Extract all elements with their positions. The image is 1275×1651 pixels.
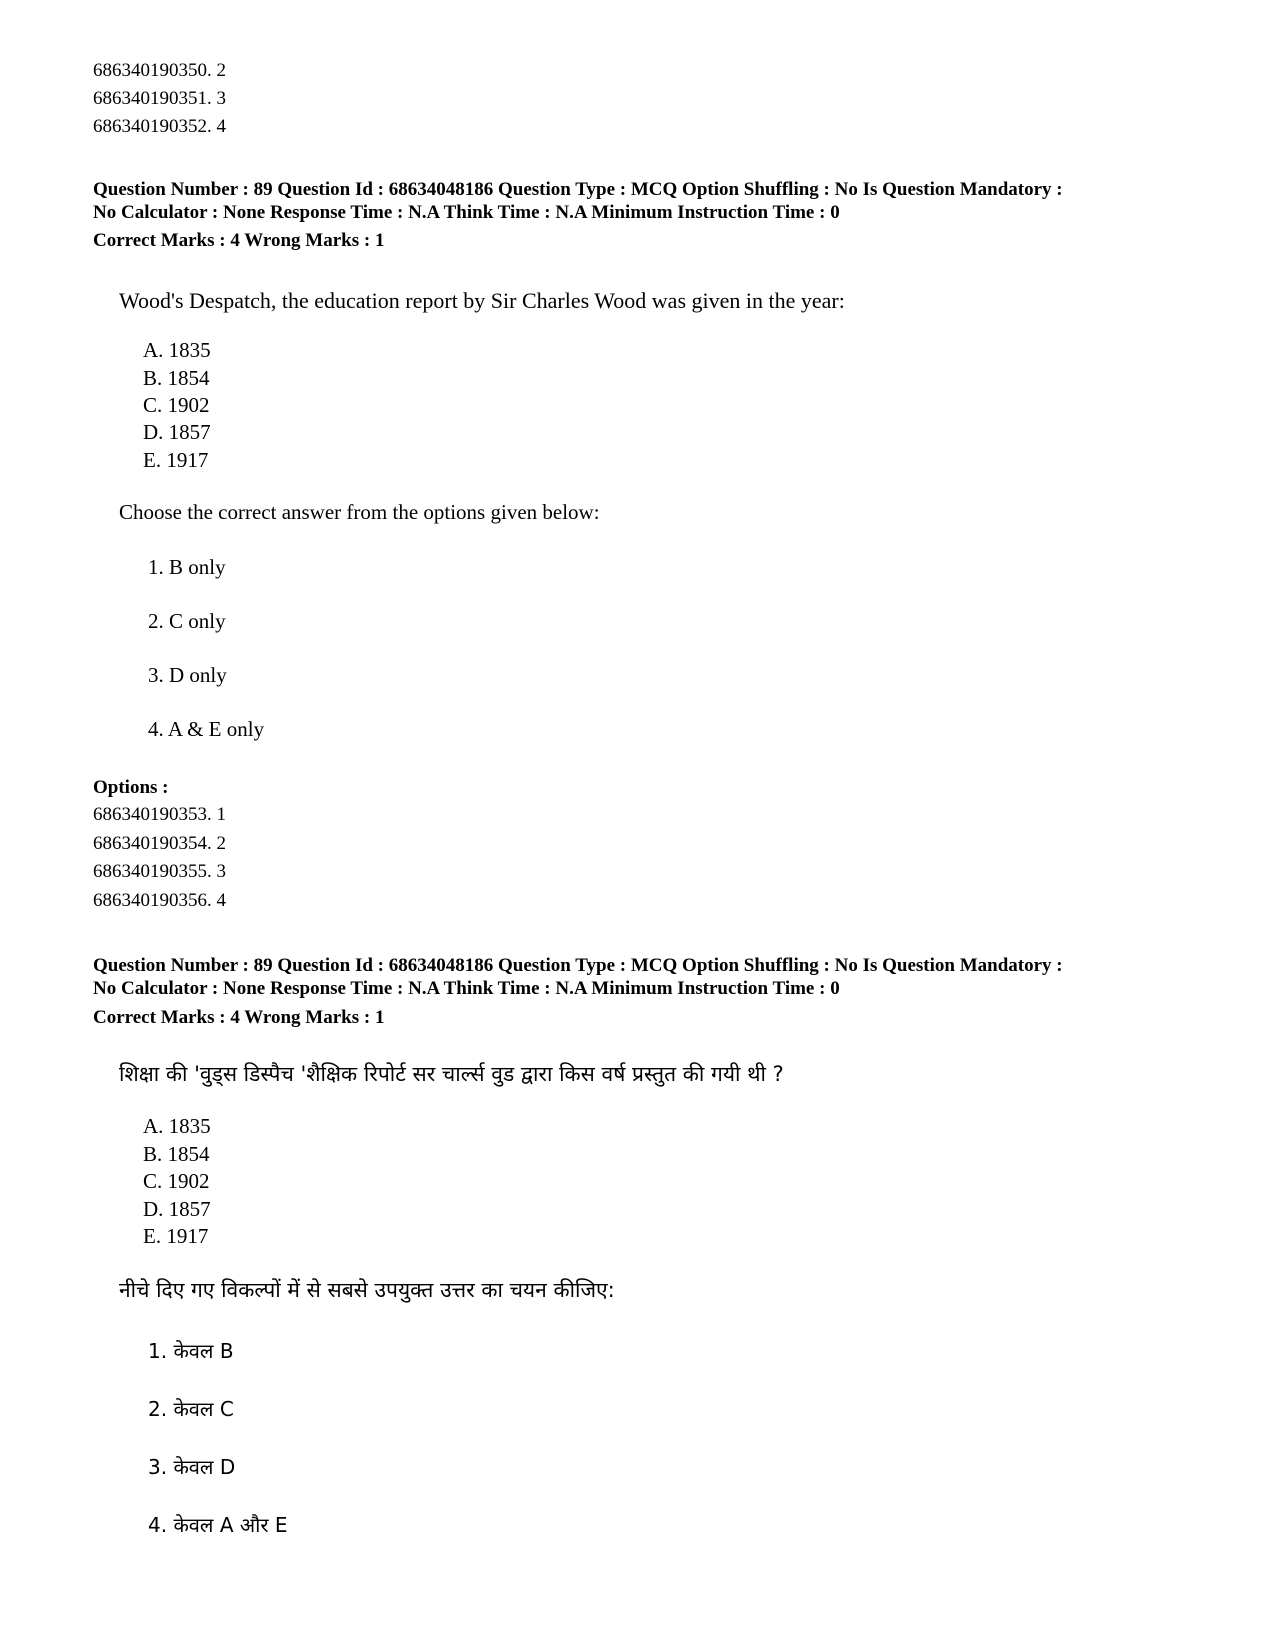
instruction-text: Choose the correct answer from the options given below: bbox=[119, 500, 600, 524]
choice-d: D. 1857 bbox=[143, 420, 211, 444]
answer-4: 4. A & E only bbox=[148, 717, 265, 741]
answer-3: 3. D only bbox=[148, 663, 227, 687]
choice-b-hi: B. 1854 bbox=[143, 1142, 210, 1166]
option-3: 686340190355. 3 bbox=[93, 861, 226, 882]
option-2: 686340190354. 2 bbox=[93, 833, 226, 854]
question-meta-line2: No Calculator : None Response Time : N.A Think Time : N.A Minimum Instruction Time : 0 bbox=[93, 202, 840, 223]
option-4: 686340190356. 4 bbox=[93, 890, 226, 911]
answer-2-hi: 2. केवल C bbox=[148, 1397, 234, 1421]
answer-1: 1. B only bbox=[148, 555, 226, 579]
question-meta-line1-hi: Question Number : 89 Question Id : 68634048186 Question Type : MCQ Option Shuffling : No Is Question Mandatory : bbox=[93, 955, 1063, 976]
choice-e-hi: E. 1917 bbox=[143, 1224, 209, 1248]
choice-c: C. 1902 bbox=[143, 393, 210, 417]
question-meta-line2-hi: No Calculator : None Response Time : N.A Think Time : N.A Minimum Instruction Time : 0 bbox=[93, 978, 840, 999]
choice-e: E. 1917 bbox=[143, 448, 209, 472]
answer-3-hi: 3. केवल D bbox=[148, 1455, 236, 1479]
prev-option-3: 686340190352. 4 bbox=[93, 116, 226, 137]
choice-a-hi: A. 1835 bbox=[143, 1114, 211, 1138]
question-text: Wood's Despatch, the education report by Sir Charles Wood was given in the year: bbox=[119, 288, 845, 313]
choice-b: B. 1854 bbox=[143, 366, 210, 390]
prev-option-2: 686340190351. 3 bbox=[93, 88, 226, 109]
question-text-hi: शिक्षा की 'वुड्स डिस्पैच 'शैक्षिक रिपोर्ट सर चार्ल्स वुड द्वारा किस वर्ष प्रस्तुत की गयी थी ? bbox=[119, 1062, 784, 1086]
answer-4-hi: 4. केवल A और E bbox=[148, 1513, 288, 1537]
prev-option-1: 686340190350. 2 bbox=[93, 60, 226, 81]
option-1: 686340190353. 1 bbox=[93, 804, 226, 825]
question-marks: Correct Marks : 4 Wrong Marks : 1 bbox=[93, 230, 385, 251]
choice-d-hi: D. 1857 bbox=[143, 1197, 211, 1221]
question-meta-line1: Question Number : 89 Question Id : 68634048186 Question Type : MCQ Option Shuffling : No Is Question Mandatory : bbox=[93, 179, 1063, 200]
answer-2: 2. C only bbox=[148, 609, 226, 633]
instruction-text-hi: नीचे दिए गए विकल्पों में से सबसे उपयुक्त उत्तर का चयन कीजिए: bbox=[119, 1278, 615, 1302]
choice-c-hi: C. 1902 bbox=[143, 1169, 210, 1193]
choice-a: A. 1835 bbox=[143, 338, 211, 362]
question-marks-hi: Correct Marks : 4 Wrong Marks : 1 bbox=[93, 1007, 385, 1028]
options-label: Options : bbox=[93, 777, 169, 798]
answer-1-hi: 1. केवल B bbox=[148, 1339, 234, 1363]
